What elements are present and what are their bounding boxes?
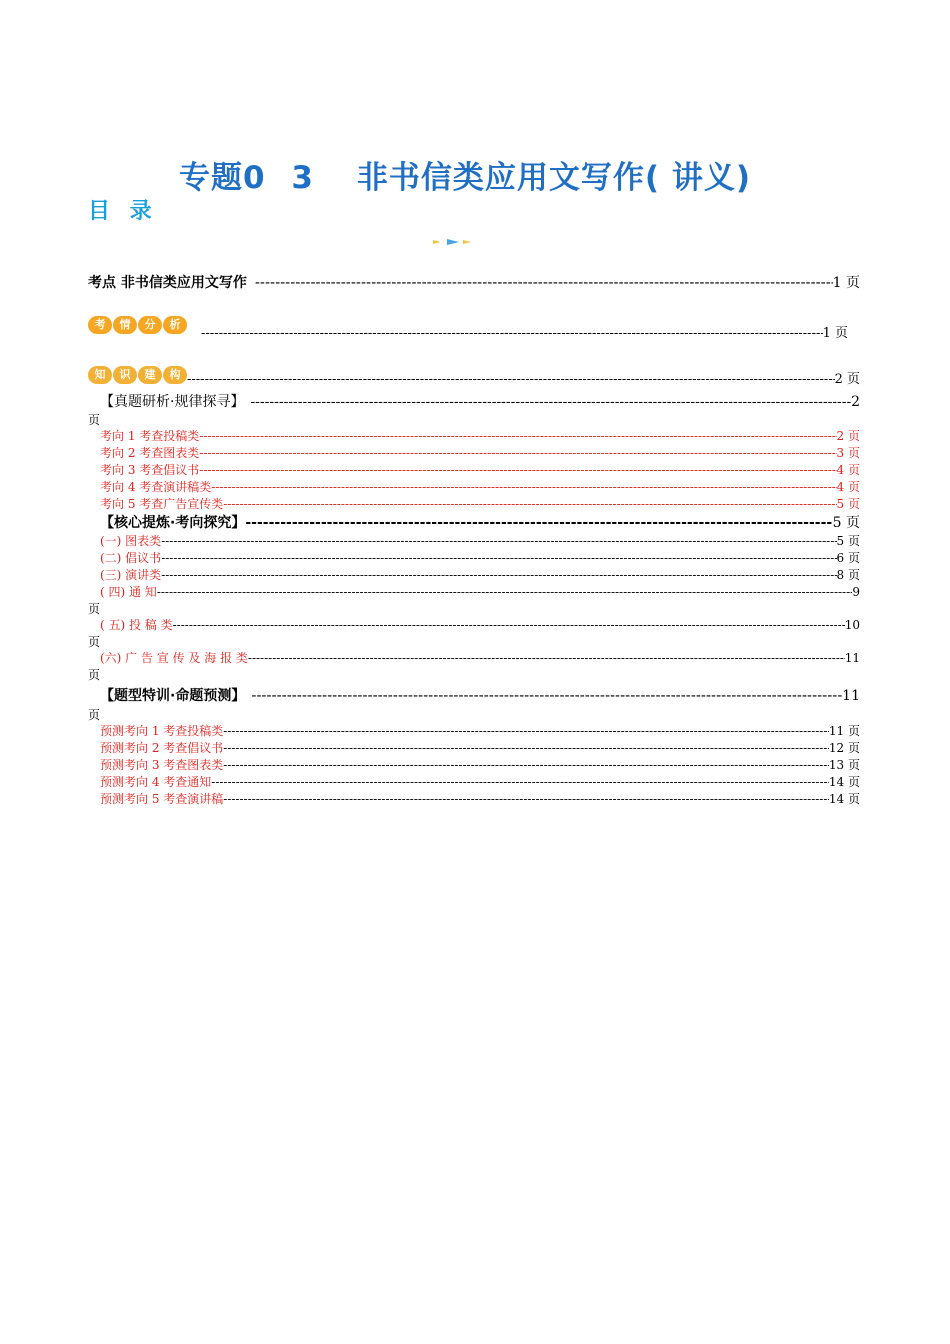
toc-item[interactable]: ( 四) 通 知 ----- 9	[100, 584, 860, 601]
title-main: 非书信类应用文写作	[356, 160, 645, 196]
toc-heading: 目 录	[88, 199, 158, 224]
toc-item[interactable]: 考向 1 考查投稿类 ----- 2 页	[100, 428, 860, 445]
page-title	[0, 152, 930, 197]
title-prefix: 专题	[178, 160, 243, 196]
toc-section-tixing[interactable]: 【题型特训·命题预测】 ----- 11	[88, 685, 860, 707]
page-suffix: 页	[88, 413, 101, 427]
toc-entry-main[interactable]: 考点 非书信类应用文写作 ----- 1 页	[88, 270, 860, 296]
title-number: 0 3	[242, 160, 321, 196]
toc-item[interactable]: 考向 2 考查图表类 ----- 3 页	[100, 445, 860, 462]
leader-dots	[255, 273, 833, 293]
toc-item[interactable]: 预测考向 5 考查演讲稿 ----- 14 页	[100, 791, 860, 808]
toc-item[interactable]: ( 五) 投 稿 类 ----- 10	[100, 617, 860, 634]
divider-ornament-icon	[433, 238, 473, 246]
toc-item[interactable]: (六) 广 告 宣 传 及 海 报 类 ----- 11	[100, 650, 860, 667]
toc-item[interactable]: 考向 5 考查广告宣传类 ----- 5 页	[100, 496, 860, 513]
leader-dots	[201, 325, 823, 342]
toc-item[interactable]: 预测考向 3 考查图表类 ----- 13 页	[100, 757, 860, 774]
kaoqing-badge-icon: 考 情 分 析	[88, 316, 187, 334]
toc-item[interactable]: (二) 倡议书 ----- 6 页	[100, 550, 860, 567]
toc-item[interactable]: (一) 图表类 ----- 5 页	[100, 533, 860, 550]
toc-item[interactable]: 预测考向 2 考查倡议书 ----- 12 页	[100, 740, 860, 757]
toc-item[interactable]: 预测考向 1 考查投稿类 ----- 11 页	[100, 723, 860, 740]
page-suffix: 页	[88, 708, 101, 722]
toc-section-hexin[interactable]: 【核心提炼·考向探究】 ----- 5 页	[88, 513, 860, 533]
leader-dots	[187, 371, 835, 388]
toc-item[interactable]: 考向 3 考查倡议书 ----- 4 页	[100, 462, 860, 479]
leader-dots	[251, 685, 842, 707]
toc-item[interactable]: 预测考向 4 考查通知 ----- 14 页	[100, 774, 860, 791]
leader-dots	[245, 513, 832, 533]
toc-entry-kaoqing[interactable]: 考 情 分 析 ----- 1 页	[88, 310, 860, 342]
toc-item[interactable]: (三) 演讲类 ----- 8 页	[100, 567, 860, 584]
toc-section-zhenti[interactable]: 【真题研析·规律探寻】 ----- 2	[88, 392, 860, 412]
zhishi-badge-icon: 知 识 建 构	[88, 366, 187, 384]
leader-dots	[250, 392, 851, 412]
table-of-contents: 考点 非书信类应用文写作 ----- 1 页 考 情 分 析 ----- 1 页 知 识 建 构 ----- 2 页 【真题研析·规律探寻】 ----- 2 页 考向 1 考查投稿类 ----- 2 页 考向 2 考查图表类 ----- 3 页 考向 3 考查倡议书 ----- 4 页 考向 4 考查演讲稿类 ----- 4 页 考向 5 考查广告宣传类 ----- 5 页 【核心提炼·考向探究】 ----- 5 页 (一) 图表类 ----- 5 页 (二) 倡议书 ----- 6 页 (三) 演讲类 ----- 8 页 ( 四) 通 知 ----- 9 页 ( 五) 投 稿 类 ----- 10 页 (六) 广 告 宣 传 及 海 报 类 ----- 11 页 【题型特训·命题预测】 ----- 11 页 预测考向 1 考查投稿类 ----- 11 页 预测考向 2 考查倡议书 ----- 12 页 预测考向 3 考查图表类 ----- 13 页 预测考向 4 考查通知 ----- 14 页 预测考向 5 考查演讲稿 ----- 14 页	[88, 270, 860, 808]
toc-entry-zhishi[interactable]: 知 识 建 构 ----- 2 页	[88, 356, 860, 388]
title-suffix: ( 讲义)	[644, 160, 752, 196]
toc-item[interactable]: 考向 4 考查演讲稿类 ----- 4 页	[100, 479, 860, 496]
